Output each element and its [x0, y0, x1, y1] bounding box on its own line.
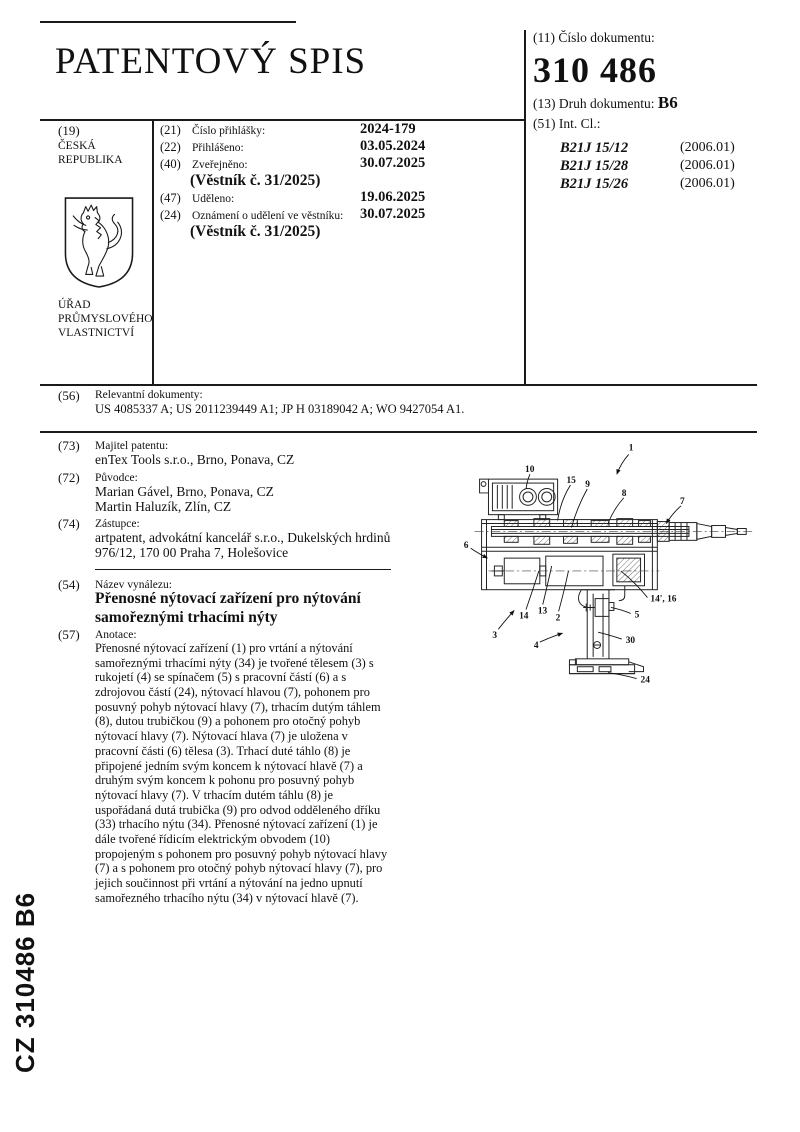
header-vertical-rule: [524, 30, 526, 386]
sec-code-74: (74): [58, 516, 80, 531]
country-name-line2: REPUBLIKA: [58, 153, 123, 166]
bib-value: 2024-179: [360, 121, 416, 137]
sec-code-54: (54): [58, 577, 80, 592]
inventors-label: Původce:: [95, 472, 138, 484]
bib-row-filed: [160, 140, 520, 155]
bib-code: (47): [160, 191, 181, 205]
page-title: PATENTOVÝ SPIS: [55, 41, 367, 82]
office-line3: VLASTNICTVÍ: [58, 326, 135, 339]
bib-code: (21): [160, 123, 181, 137]
bib-code: (22): [160, 140, 181, 154]
doc-number-label: (11) Číslo dokumentu:: [533, 30, 655, 45]
ref-numeral-30: 30: [625, 636, 636, 647]
bib-code: (24): [160, 208, 181, 222]
office-line1: ÚŘAD: [58, 299, 91, 311]
section-rule-1: [40, 384, 757, 386]
ref-numeral-5: 5: [634, 610, 640, 621]
doc-type-value: B6: [657, 93, 678, 112]
title-separator-rule: [95, 569, 391, 570]
ref-numeral-14-16: 14', 16: [650, 594, 677, 605]
classification-version: (2006.01): [680, 176, 735, 191]
bib-label: Zveřejněno:: [192, 159, 248, 171]
ref-numeral-2: 2: [555, 613, 561, 624]
classification-version: (2006.01): [680, 140, 735, 155]
bib-label: Uděleno:: [192, 193, 235, 205]
bib-note-bulletin: (Věstník č. 31/2025): [190, 223, 321, 240]
bib-row-published: [160, 157, 520, 172]
coat-of-arms: [60, 194, 138, 296]
bib-value: 19.06.2025: [360, 189, 426, 205]
ref-numeral-9: 9: [585, 480, 590, 491]
ref-numeral-7: 7: [680, 496, 685, 507]
ref-numeral-3: 3: [492, 631, 498, 642]
representative-label: Zástupce:: [95, 518, 140, 530]
bib-value: 30.07.2025: [360, 155, 426, 171]
classification-code: B21J 15/26: [560, 176, 629, 192]
owner-label: Majitel patentu:: [95, 440, 169, 452]
int-cl-label: (51) Int. Cl.:: [533, 116, 601, 131]
bib-code: (40): [160, 157, 181, 171]
relevant-docs-label: Relevantní dokumenty:: [95, 389, 203, 401]
office-line2: PRŮMYSLOVÉHO: [58, 312, 153, 325]
ref-numeral-1: 1: [628, 443, 634, 454]
side-document-code: CZ 310486 B6: [10, 891, 40, 1073]
classification-row: [560, 140, 760, 157]
ref-numeral-24: 24: [640, 675, 650, 686]
invention-title-label: Název vynálezu:: [95, 579, 172, 591]
bib-note-bulletin: (Věstník č. 31/2025): [190, 172, 321, 189]
relevant-docs-value: US 4085337 A; US 2011239449 A1; JP H 03189042 A; WO 9427054 A1.: [95, 402, 465, 416]
classification-row: [560, 158, 760, 175]
abstract-text: Přenosné nýtovací zařízení (1) pro vrtání a nýtování samořeznými trhacími nýty (34) je tvořené tělesem (3) s rukojetí (4) se spínačem (5) s pracovní částí (6) a s zdrojovou částí (24), nýtovací hlavou (7), pohonem pro posuvný pohyb nýtovací hlavy (7), trhacím dutým táhlem (8), dutou trubičkou (9) a pohonem pro otočný pohyb nýtovací hlavy (7). Nýtovací hlava (7) je uložena v pracovní části (6) tělesa (3). Trhací duté táhlo (8) je připojené jedním svým koncem k nýtovací hlavě (7) a druhým svým koncem k pohonu pro posuvný pohyb nýtovací hlavy (7). V trhacím dutém táhlu (8) je uspořádaná dutá trubička (9) pro odvod odděleného dříku (33) trhacího nýtu (34). Přenosné nýtovací zařízení (1) je dále tvořené řídicím elektrickým obvodem (10) propojeným s pohonem pro posuvný pohyb nýtovací hlavy (7) a s pohonem pro otočný pohyb nýtovací hlavy (7), pro jejich součinnost při vrtání a nýtování na jedno upnutí samořezného trhacího nýtu (34) v nýtovací hlavě (7).: [95, 641, 388, 905]
classification-version: (2006.01): [680, 158, 735, 173]
bib-value: 30.07.2025: [360, 206, 426, 222]
owner-name: enTex Tools s.r.o., Brno, Ponava, CZ: [95, 452, 295, 467]
country-name-line1: ČESKÁ: [58, 140, 96, 153]
bib-label: Oznámení o udělení ve věstníku:: [192, 210, 344, 222]
bib-label: Přihlášeno:: [192, 142, 244, 154]
header-bottom-rule: [40, 119, 526, 121]
doc-type-label: (13) Druh dokumentu:: [533, 96, 655, 111]
classification-code: B21J 15/28: [560, 158, 629, 174]
bib-row-application-number: [160, 123, 520, 138]
ref-numeral-10: 10: [525, 465, 535, 476]
authority-block: [58, 123, 150, 167]
riveting-device-drawing: [447, 432, 763, 702]
ref-numeral-13: 13: [537, 606, 548, 617]
sec-code-72: (72): [58, 470, 80, 485]
representative-name: artpatent, advokátní kancelář s.r.o., Dukelských hrdinů 976/12, 170 00 Praha 7, Holešovice: [95, 530, 391, 561]
document-number-block: [533, 30, 763, 132]
sec-code-56: (56): [58, 388, 80, 403]
inventor-name: Martin Haluzík, Zlín, CZ: [95, 499, 232, 514]
classification-code: B21J 15/12: [560, 140, 629, 156]
bib-value: 03.05.2024: [360, 138, 426, 154]
office-name: [58, 299, 158, 340]
inventor-name: Marian Gável, Brno, Ponava, CZ: [95, 484, 274, 499]
invention-title: Přenosné nýtovací zařízení pro nýtování samořeznými trhacími nýty: [95, 590, 361, 626]
doc-type-row: [533, 93, 763, 113]
abstract-label: Anotace:: [95, 629, 137, 641]
ref-numeral-4: 4: [533, 640, 539, 651]
bib-label: Číslo přihlášky:: [192, 125, 266, 137]
ref-numeral-8: 8: [621, 488, 627, 499]
doc-number-value: 310 486: [533, 50, 657, 90]
ref-numeral-15: 15: [566, 476, 576, 487]
patent-figure: [447, 432, 763, 702]
sec-code-73: (73): [58, 438, 80, 453]
bib-row-granted: [160, 191, 520, 206]
top-left-rule: [40, 21, 296, 23]
ref-numeral-6: 6: [463, 541, 469, 552]
bib-row-grant-announcement: [160, 208, 520, 223]
classification-row: [560, 176, 760, 193]
sec-code-57: (57): [58, 627, 80, 642]
ref-numeral-14: 14: [519, 611, 529, 622]
column-vertical-rule: [152, 119, 154, 386]
country-code: (19): [58, 123, 80, 138]
czech-lion-emblem-icon: [60, 194, 138, 291]
